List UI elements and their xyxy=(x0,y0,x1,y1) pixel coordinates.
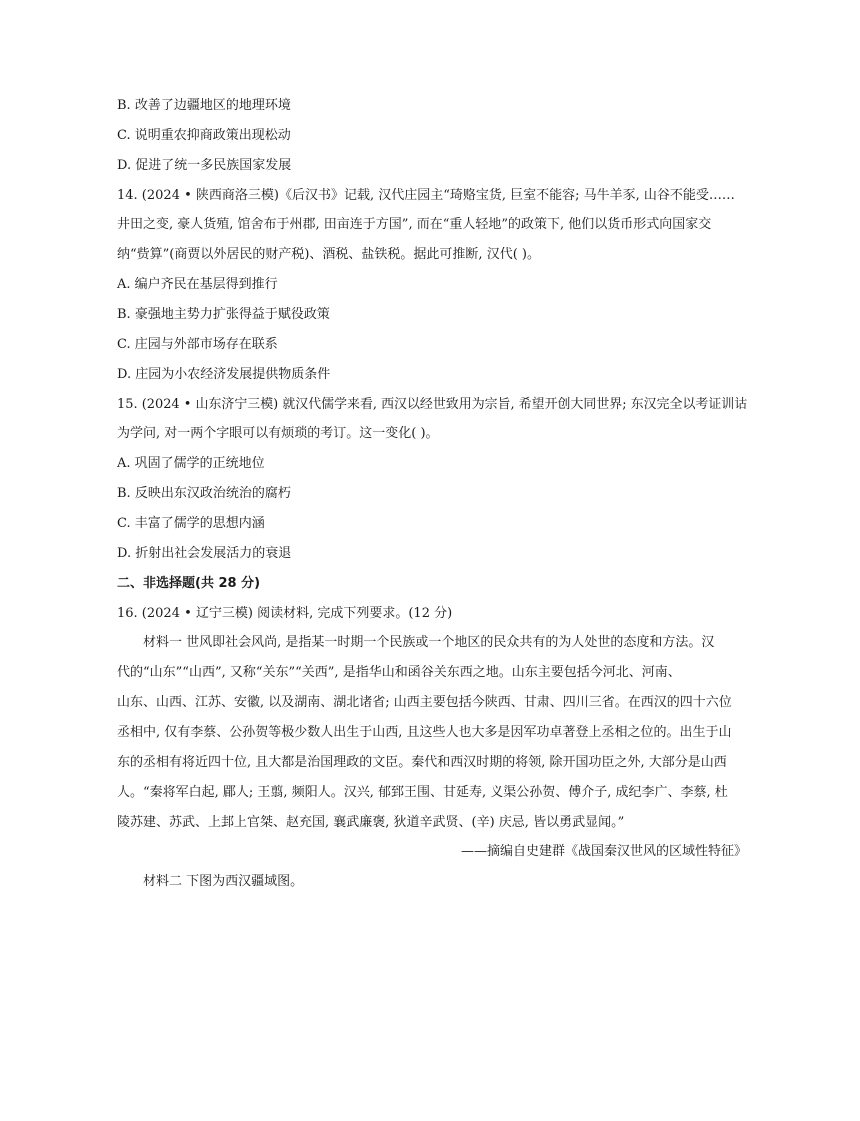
q16-stem: 16. (2024 • 辽宁三模) 阅读材料, 完成下列要求。(12 分) xyxy=(117,606,453,621)
q14-option-a: A. 编户齐民在基层得到推行 xyxy=(117,277,278,292)
q14-option-c: C. 庄园与外部市场存在联系 xyxy=(117,337,278,352)
q15-stem-line-1: 15. (2024 • 山东济宁三模) 就汉代儒学来看, 西汉以经世致用为宗旨, 希望开创大同世界; 东汉完全以考证训诂 xyxy=(117,397,748,412)
material-two-caption: 材料二 下图为西汉疆域图。 xyxy=(143,874,304,889)
q15-option-c: C. 丰富了儒学的思想内涵 xyxy=(117,516,265,531)
q15-option-a: A. 巩固了儒学的正统地位 xyxy=(117,456,265,471)
material-one-line-1: 材料一 世风即社会风尚, 是指某一时期一个民族或一个地区的民众共有的为人处世的态度和方法。汉 xyxy=(143,635,715,650)
material-one-line-3: 山东、山西、江苏、安徽, 以及湖南、湖北诸省; 山西主要包括今陕西、甘肃、四川三省。在西汉的四十六位 xyxy=(117,695,732,710)
q14-stem-line-3: 纳“赀算”(商贾以外居民的财产税)、酒税、盐铁税。据此可推断, 汉代( )。 xyxy=(117,247,540,262)
section-heading: 二、非选择题(共 28 分) xyxy=(117,576,261,591)
material-one-line-4: 丞相中, 仅有李蔡、公孙贺等极少数人出生于山西, 且这些人也大多是因军功卓著登上丞相之位的。出生于山 xyxy=(117,725,732,740)
q13-option-b: B. 改善了边疆地区的地理环境 xyxy=(117,98,291,113)
q13-option-d: D. 促进了统一多民族国家发展 xyxy=(117,158,292,173)
q14-option-b: B. 豪强地主势力扩张得益于赋役政策 xyxy=(117,307,330,322)
q14-stem-line-1: 14. (2024 • 陕西商洛三模)《后汉书》记载, 汉代庄园主“琦赂宝货, 巨室不能容; 马牛羊豕, 山谷不能受…… xyxy=(117,188,735,203)
material-one-line-5: 东的丞相有将近四十位, 且大都是治国理政的文臣。秦代和西汉时期的将领, 除开国功臣之外, 大部分是山西 xyxy=(117,755,727,770)
material-one-line-7: 陵苏建、苏武、上邽上官桀、赵充国, 襄武廉褒, 狄道辛武贤、(辛) 庆忌, 皆以勇武显闻。” xyxy=(117,815,625,830)
material-one-source: ——摘编自史建群《战国秦汉世风的区域性特征》 xyxy=(460,844,747,859)
q14-option-d: D. 庄园为小农经济发展提供物质条件 xyxy=(117,367,331,382)
q13-option-c: C. 说明重农抑商政策出现松动 xyxy=(117,128,291,143)
material-one-line-6: 人。“秦将军白起, 郿人; 王翦, 频阳人。汉兴, 郁郅王围、甘延寿, 义渠公孙贺、傅介子, 成纪李广、李蔡, 杜 xyxy=(117,785,728,800)
q14-stem-line-2: 井田之变, 豪人货殖, 馆舍布于州郡, 田亩连于方国”, 而在“重人轻地”的政策下, 他们以货币形式向国家交 xyxy=(117,217,712,232)
q15-option-b: B. 反映出东汉政治统治的腐朽 xyxy=(117,486,291,501)
material-one-line-2: 代的“山东”“山西”, 又称“关东”“关西”, 是指华山和函谷关东西之地。山东主要包括今河北、河南、 xyxy=(117,665,681,680)
q15-stem-line-2: 为学问, 对一两个字眼可以有烦琐的考订。这一变化( )。 xyxy=(117,426,439,441)
q15-option-d: D. 折射出社会发展活力的衰退 xyxy=(117,546,292,561)
